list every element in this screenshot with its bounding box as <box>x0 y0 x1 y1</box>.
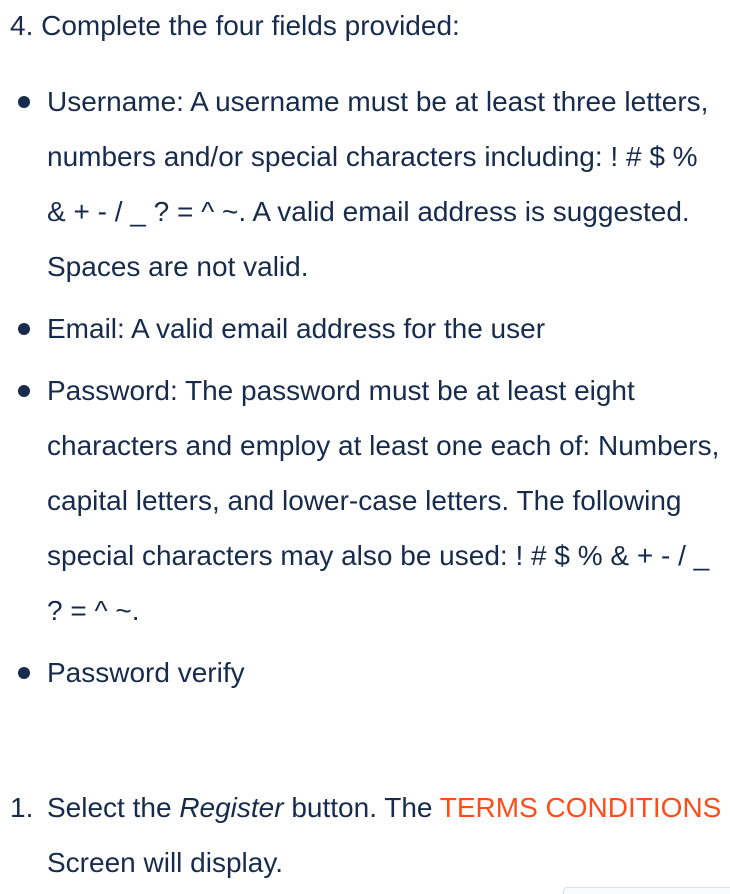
field-item-email <box>0 301 730 356</box>
field-description: Username: A username must be at least three letters, numbers and/or special characters including: ! # $ % & + - / _ ? = ^ ~. A valid email address is suggested. Spaces are not valid. <box>47 86 709 282</box>
field-item-password <box>0 363 730 638</box>
terms-conditions-link[interactable]: TERMS CONDITIONS <box>439 792 722 823</box>
step-text-suffix: Screen will display. <box>47 847 284 878</box>
page-corner-divider <box>563 887 730 894</box>
field-item-password-verify <box>0 645 730 700</box>
bullet-icon <box>18 96 30 108</box>
step-text-prefix: Select the <box>47 792 180 823</box>
step-text-middle: button. The <box>283 792 440 823</box>
step-number: 1. <box>10 792 34 823</box>
field-item-username <box>0 74 730 294</box>
register-button-reference: Register <box>179 792 284 823</box>
bullet-icon <box>18 323 30 335</box>
field-description: Password: The password must be at least eight characters and employ at least one each of: Numbers, capital letters, and lower-case letters. The following special characters may also be used: ! # $ % & + - / _ ? = ^ ~. <box>47 375 720 626</box>
field-description: Password verify <box>47 657 245 688</box>
step-heading: 4. Complete the four fields provided: <box>10 10 460 41</box>
bullet-icon <box>18 385 30 397</box>
field-list <box>0 74 730 707</box>
bullet-icon <box>18 667 30 679</box>
next-step-list <box>0 780 730 890</box>
field-description: Email: A valid email address for the user <box>47 313 546 344</box>
next-step-item <box>0 780 730 890</box>
